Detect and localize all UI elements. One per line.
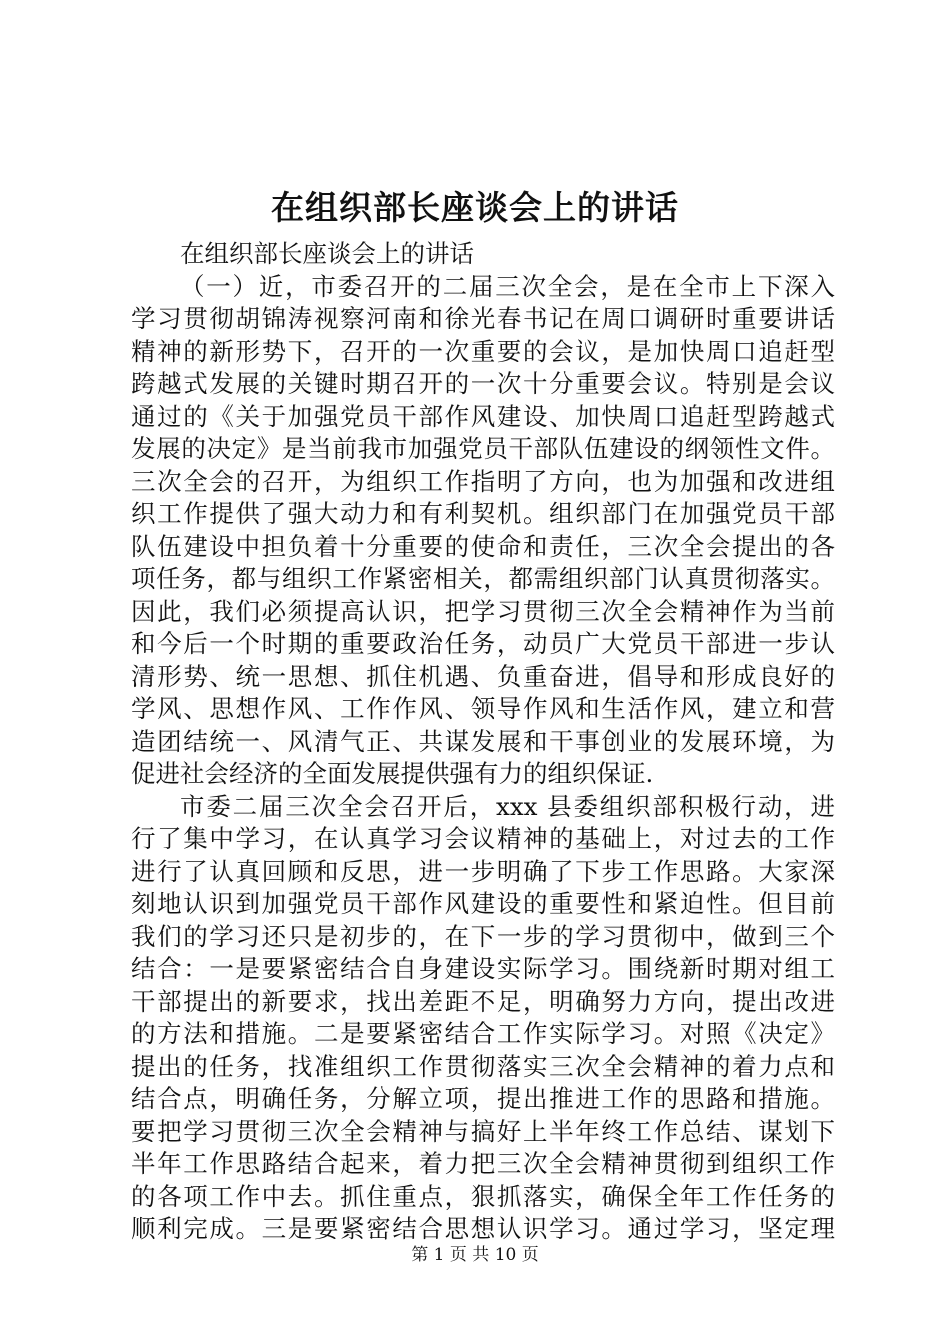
text-line: 织工作提供了强大动力和有利契机。组织部门在加强党员干部	[131, 499, 835, 528]
text-line: 通过的《关于加强党员干部作风建设、加快周口追赶型跨越式	[131, 401, 835, 431]
text-line: 进行了认真回顾和反思，进一步明确了下步工作思路。大家深	[131, 856, 835, 886]
text-line: 行了集中学习，在认真学习会议精神的基础上，对过去的工作	[131, 824, 835, 853]
text-line: 和今后一个时期的重要政治任务，动员广大党员干部进一步认	[131, 629, 835, 658]
text-line: 市委二届三次全会召开后，xxx 县委组织部积极行动，进	[180, 791, 835, 821]
page-title: 在组织部长座谈会上的讲话	[271, 188, 679, 227]
text-line: 顺利完成。三是要紧密结合思想认识学习。通过学习，坚定理	[131, 1214, 835, 1243]
text-line: 造团结统一、风清气正、共谋发展和干事创业的发展环境，为	[131, 726, 835, 756]
text-line: 的各项工作中去。抓住重点，狠抓落实，确保全年工作任务的	[131, 1181, 835, 1211]
text-line: 项任务，都与组织工作紧密相关，都需组织部门认真贯彻落实。	[131, 564, 835, 593]
text-line: 刻地认识到加强党员干部作风建设的重要性和紧迫性。但目前	[131, 889, 835, 918]
text-line: 因此，我们必须提高认识，把学习贯彻三次全会精神作为当前	[131, 596, 835, 626]
text-line: 跨越式发展的关键时期召开的一次十分重要会议。特别是会议	[131, 369, 835, 398]
text-line: 要把学习贯彻三次全会精神与搞好上半年终工作总结、谋划下	[131, 1116, 835, 1146]
text-line: 我们的学习还只是初步的，在下一步的学习贯彻中，做到三个	[131, 921, 835, 951]
text-line: 干部提出的新要求，找出差距不足，明确努力方向，提出改进	[131, 986, 835, 1016]
text-line: 结合：一是要紧密结合自身建设实际学习。围绕新时期对组工	[131, 954, 835, 983]
text-line: 在组织部长座谈会上的讲话	[180, 239, 474, 268]
text-line: 三次全会的召开，为组织工作指明了方向，也为加强和改进组	[131, 466, 835, 496]
text-line: 清形势、统一思想、抓住机遇、负重奋进，倡导和形成良好的	[131, 661, 835, 691]
text-line: 队伍建设中担负着十分重要的使命和责任，三次全会提出的各	[131, 531, 835, 561]
text-line: 结合点，明确任务，分解立项，提出推进工作的思路和措施。	[131, 1084, 835, 1113]
text-line: 发展的决定》是当前我市加强党员干部队伍建设的纲领性文件。	[131, 434, 835, 463]
text-line: 半年工作思路结合起来，着力把三次全会精神贯彻到组织工作	[131, 1149, 835, 1178]
text-line: 提出的任务，找准组织工作贯彻落实三次全会精神的着力点和	[131, 1051, 835, 1081]
text-line: 的方法和措施。二是要紧密结合工作实际学习。对照《决定》	[131, 1019, 835, 1048]
text-line: （一）近，市委召开的二届三次全会，是在全市上下深入	[180, 271, 835, 301]
text-line: 精神的新形势下，召开的一次重要的会议，是加快周口追赶型	[131, 336, 835, 366]
page-footer: 第 1 页 共 10 页	[411, 1245, 539, 1265]
document-body	[131, 238, 835, 1246]
text-line: 学风、思想作风、工作作风、领导作风和生活作风，建立和营	[131, 694, 835, 723]
text-line: 促进社会经济的全面发展提供强有力的组织保证.	[131, 759, 654, 788]
text-line: 学习贯彻胡锦涛视察河南和徐光春书记在周口调研时重要讲话	[131, 304, 835, 333]
